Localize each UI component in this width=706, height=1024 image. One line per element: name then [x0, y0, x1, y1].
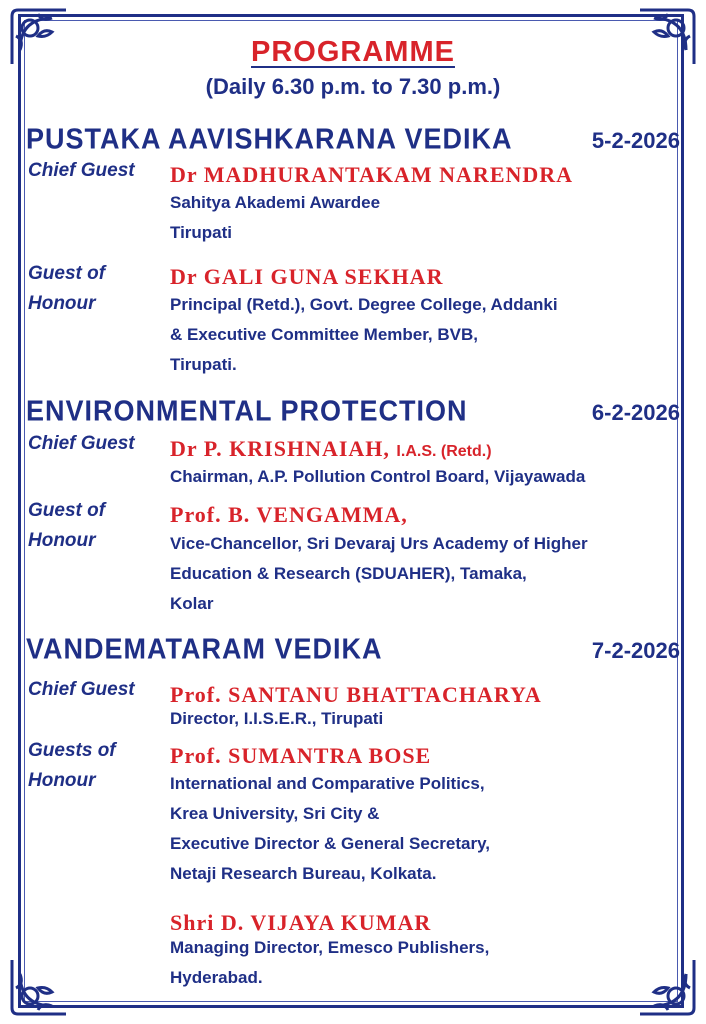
- guest-role: Chief Guest: [28, 433, 135, 454]
- guest-description: Sahitya Akademi Awardee Tirupati: [170, 193, 381, 242]
- corner-ornament-icon: [8, 956, 70, 1018]
- guest-description: Chairman, A.P. Pollution Control Board, Vijayawada: [170, 467, 586, 486]
- section-name: VANDEMATARAM VEDIKA: [26, 633, 383, 665]
- guest-role: Guests of Honour: [28, 740, 116, 791]
- guest-description: Managing Director, Emesco Publishers, Hyderabad.: [170, 938, 490, 987]
- guest-name: Dr GALI GUNA SEKHAR: [170, 264, 444, 289]
- guest-role: Guest of Honour: [28, 263, 106, 314]
- section-header: [26, 124, 680, 155]
- guest-role: Chief Guest: [28, 160, 135, 181]
- guest-name: Shri D. VIJAYA KUMAR: [170, 910, 432, 935]
- guest-name: Prof. SUMANTRA BOSE: [170, 743, 432, 768]
- guest-role: Guest of Honour: [28, 500, 106, 551]
- guest-name: Dr MADHURANTAKAM NARENDRA: [170, 162, 574, 187]
- guest-name: Dr P. KRISHNAIAH, I.A.S. (Retd.): [170, 436, 492, 461]
- guest-description: Principal (Retd.), Govt. Degree College, Addanki & Executive Committee Member, BVB, Tirupati.: [170, 295, 558, 374]
- guest-role: Chief Guest: [28, 679, 135, 700]
- guest-description: Director, I.I.S.E.R., Tirupati: [170, 709, 384, 728]
- guest-name: Prof. B. VENGAMMA,: [170, 502, 408, 527]
- section-header: [26, 396, 680, 427]
- section-header: [26, 634, 680, 665]
- programme-timing: (Daily 6.30 p.m. to 7.30 p.m.): [205, 74, 501, 99]
- guest-description: International and Comparative Politics, Krea University, Sri City & Executive Director & General Secretary, Netaji Research Bureau, Kolkata.: [170, 774, 491, 883]
- guest-description: Vice-Chancellor, Sri Devaraj Urs Academy of Higher Education & Research (SDUAHER), Tamaka, Kolar: [170, 534, 588, 613]
- programme-title: PROGRAMME: [251, 36, 455, 68]
- guest-name: Prof. SANTANU BHATTACHARYA: [170, 682, 542, 707]
- corner-ornament-icon: [636, 956, 698, 1018]
- section-date: 6-2-2026: [591, 400, 680, 425]
- section-name: PUSTAKA AAVISHKARANA VEDIKA: [26, 123, 513, 155]
- section-name: ENVIRONMENTAL PROTECTION: [26, 395, 468, 427]
- name-suffix: I.A.S. (Retd.): [396, 443, 492, 460]
- section-date: 5-2-2026: [591, 128, 680, 153]
- section-date: 7-2-2026: [591, 638, 680, 663]
